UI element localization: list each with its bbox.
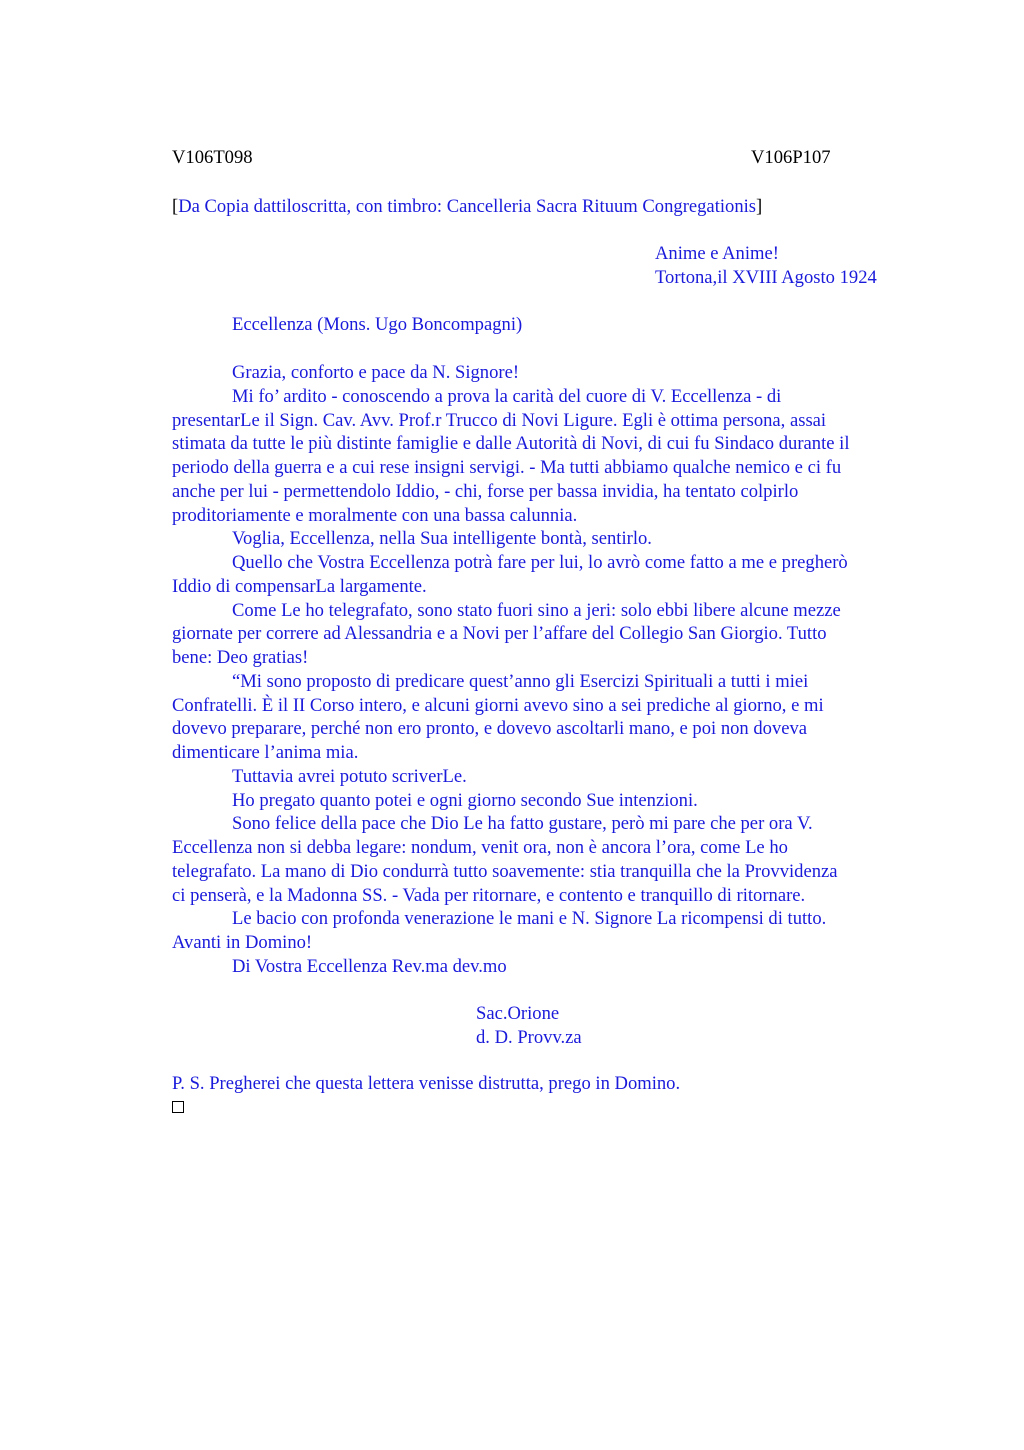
source-note [172,195,762,219]
letter-place-date: Tortona,il XVIII Agosto 1924 [655,266,877,288]
document-code-left: V106T098 [172,147,253,168]
letter-motto: Anime e Anime! [655,243,779,264]
body-line: Ho pregato quanto potei e ogni giorno secondo Sue intenzioni. [232,789,698,811]
end-marker-box-icon [172,1101,184,1113]
body-line: stimata da tutte le più distinte famiglie e dalle Autorità di Novi, di cui fu Sindaco durante il [172,433,850,455]
letter-salutation: Eccellenza (Mons. Ugo Boncompagni) [232,314,523,335]
paragraph-peace [172,812,932,907]
paragraph-prayer [172,789,932,813]
signature-subtitle: d. D. Provv.za [476,1026,582,1048]
letter-heading [655,242,877,290]
body-line: telegrafato. La mano di Dio condurrà tutto soavemente: stia tranquilla che la Provvidenza [172,860,838,882]
paragraph-write [172,765,932,789]
body-line: giornate per correre ad Alessandria e a Novi per l’affare del Collegio San Giorgio. Tutto [172,623,827,645]
paragraph-greeting [172,361,932,385]
body-line: Confratelli. È il II Corso intero, e alcuni giorni avevo sino a sei prediche al giorno, e mi [172,694,824,716]
letter-body [172,361,932,979]
body-line: dovevo preparare, perché non ero pronto, e dovevo ascoltarli mano, e poi non doveva [172,718,808,740]
document-code-right: V106P107 [751,147,831,168]
body-line: Voglia, Eccellenza, nella Sua intelligente bontà, sentirlo. [232,528,652,550]
paragraph-request [172,527,932,551]
body-line: Tuttavia avrei potuto scriverLe. [232,765,467,787]
body-line: “Mi sono proposto di predicare quest’anno gli Esercizi Spirituali a tutti i miei [232,670,809,692]
paragraph-exercises [172,670,932,765]
body-line: dimenticare l’anima mia. [172,742,359,763]
paragraph-presentation [172,385,932,528]
body-line: proditoriamente e moralmente con una bassa calunnia. [172,504,578,526]
postscript: P. S. Pregherei che questa lettera venisse distrutta, prego in Domino. [172,1073,681,1094]
source-note-close-bracket: ] [756,196,763,217]
paragraph-gratitude [172,551,932,599]
body-line: Quello che Vostra Eccellenza potrà fare per lui, lo avrò come fatto a me e pregherò [232,552,848,573]
body-line: Grazia, conforto e pace da N. Signore! [232,362,520,383]
body-line: bene: Deo gratias! [172,647,309,668]
source-note-open-bracket: [ [172,196,179,217]
body-line: Le bacio con profonda venerazione le mani e N. Signore La ricompensi di tutto. [232,908,827,930]
body-line: Avanti in Domino! [172,932,313,953]
paragraph-farewell [172,907,932,955]
body-line: presentarLe il Sign. Cav. Avv. Prof.r Trucco di Novi Ligure. Egli è ottima persona, assai [172,409,827,431]
body-line: anche per lui - permettendolo Iddio, - chi, forse per bassa invidia, ha tentato colpirlo [172,480,799,502]
signature-block [476,1002,582,1050]
signature-name: Sac.Orione [476,1003,560,1024]
paragraph-telegram [172,599,932,670]
body-line: Iddio di compensarLa largamente. [172,575,427,597]
body-line: Di Vostra Eccellenza Rev.ma dev.mo [232,955,507,977]
body-line: Sono felice della pace che Dio Le ha fatto gustare, però mi pare che per ora V. [232,813,813,835]
body-line: Eccellenza non si debba legare: nondum, venit ora, non è ancora l’ora, come Le ho [172,837,788,858]
paragraph-closing [172,955,932,979]
source-note-text: Da Copia dattiloscritta, con timbro: Cancelleria Sacra Rituum Congregationis [178,196,757,217]
body-line: ci penserà, e la Madonna SS. - Vada per ritornare, e contento e tranquillo di ritornare. [172,884,806,906]
body-line: periodo della guerra e a cui rese insigni servigi. - Ma tutti abbiamo qualche nemico e ci fu [172,457,842,478]
body-line: Mi fo’ ardito - conoscendo a prova la carità del cuore di V. Eccellenza - di [232,385,782,407]
body-line: Come Le ho telegrafato, sono stato fuori sino a jeri: solo ebbi libere alcune mezze [232,599,841,621]
